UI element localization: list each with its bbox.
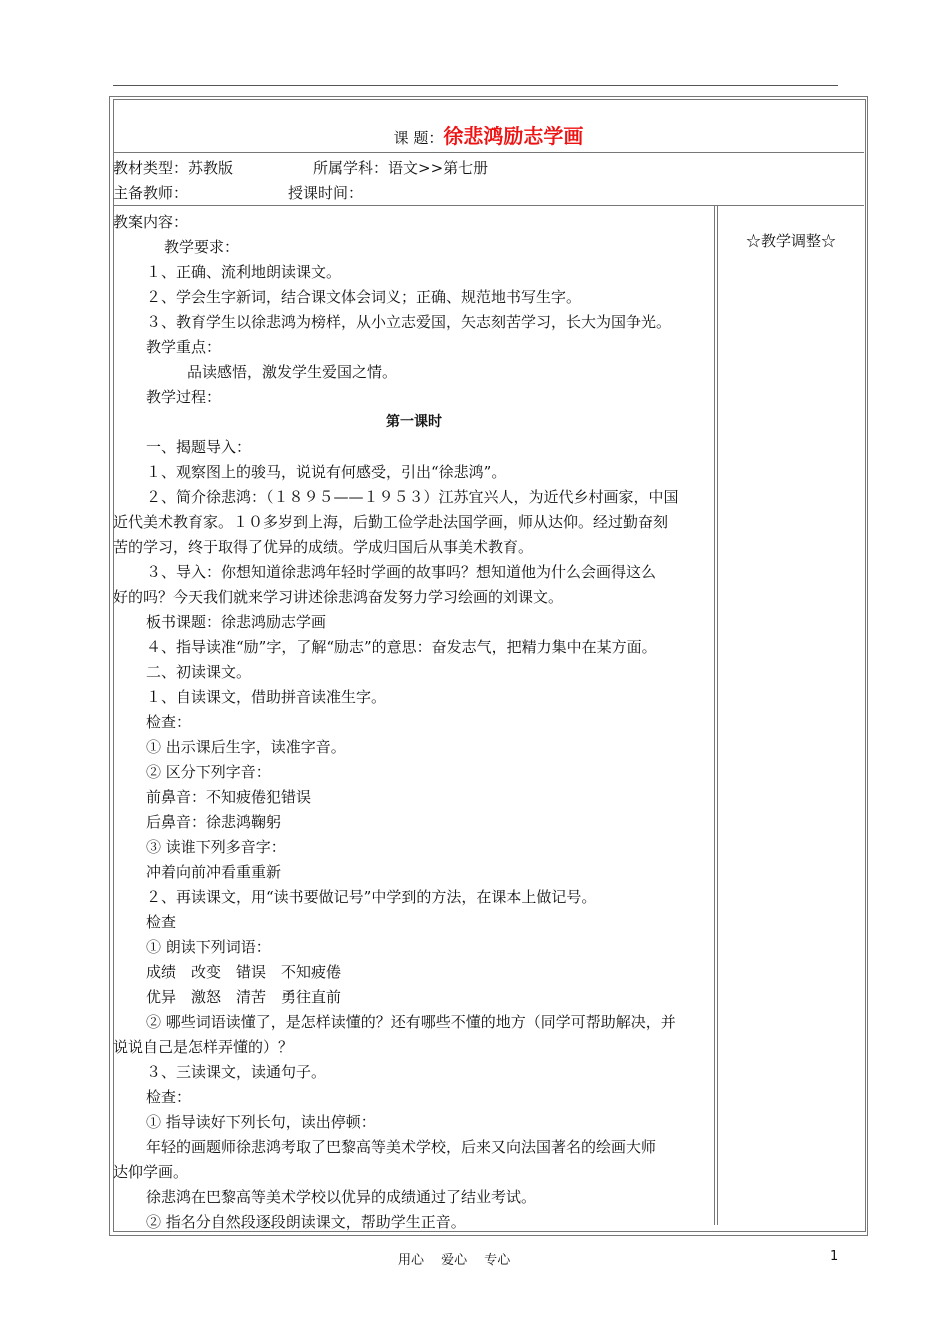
footer-motto: 用心 爱心 专心 <box>398 1253 511 1268</box>
content-line: 说说自己是怎样弄懂的）？ <box>113 1038 294 1056</box>
content-line: ② 区分下列字音： <box>146 763 271 781</box>
content-line: 苦的学习，终于取得了优异的成绩。学成归国后从事美术教育。 <box>113 538 534 556</box>
content-line: 教学要求： <box>164 238 240 256</box>
table-divider <box>113 205 864 206</box>
content-line: ２、再读课文，用“读书要做记号”中学到的方法，在课本上做记号。 <box>146 888 597 906</box>
content-line: ② 指名分自然段逐段朗读课文，帮助学生正音。 <box>146 1213 466 1231</box>
lesson-time: 授课时间： <box>288 184 364 202</box>
content-line: 近代美术教育家。１０多岁到上海，后勤工俭学赴法国学画，师从达仰。经过勤奋刻 <box>113 513 669 531</box>
content-line: 后鼻音：徐悲鸿鞠躬 <box>146 813 282 831</box>
content-line: 冲着向前冲看重重新 <box>146 863 282 881</box>
content-line: 成绩 改变 错误 不知疲倦 <box>146 963 342 981</box>
content-line: 前鼻音：不知疲倦犯错误 <box>146 788 312 806</box>
content-line: ③ 读谁下列多音字： <box>146 838 286 856</box>
content-line: ３、导入：你想知道徐悲鸿年轻时学画的故事吗？想知道他为什么会画得这么 <box>146 563 657 581</box>
column-divider <box>717 205 718 1225</box>
lesson-title-row <box>113 120 864 149</box>
content-line: ① 朗读下列词语： <box>146 938 271 956</box>
content-line: 教案内容： <box>113 213 189 231</box>
content-line: ３、三读课文，读通句子。 <box>146 1063 327 1081</box>
content-line: 好的吗？今天我们就来学习讲述徐悲鸿奋发努力学习绘画的刘课文。 <box>113 588 564 606</box>
content-line: 徐悲鸿在巴黎高等美术学校以优异的成绩通过了结业考试。 <box>146 1188 537 1206</box>
teacher: 主备教师： <box>113 184 189 202</box>
lesson-title: 徐悲鸿励志学画 <box>443 124 584 148</box>
content-line: 教学重点： <box>146 338 222 356</box>
content-line: ３、教育学生以徐悲鸿为榜样，从小立志爱国，矢志刻苦学习，长大为国争光。 <box>146 313 672 331</box>
table-divider <box>113 152 864 153</box>
content-line: １、自读课文，借助拼音读准生字。 <box>146 688 387 706</box>
content-line: 教学过程： <box>146 388 222 406</box>
teaching-adjustment-label: ☆教学调整☆ <box>745 232 836 250</box>
content-line: ② 哪些词语读懂了，是怎样读懂的？还有哪些不懂的地方（同学可帮助解决，并 <box>146 1013 676 1031</box>
content-line: ① 出示课后生字，读准字音。 <box>146 738 346 756</box>
content-line: 二、初读课文。 <box>146 663 252 681</box>
content-line: ４、指导读准“励”字，了解“励志”的意思：奋发志气，把精力集中在某方面。 <box>146 638 657 656</box>
content-line: １、观察图上的骏马，说说有何感受，引出“徐悲鸿”。 <box>146 463 507 481</box>
content-line: 检查： <box>146 1088 192 1106</box>
content-line: １、正确、流利地朗读课文。 <box>146 263 342 281</box>
title-prefix: 课 题： <box>393 129 444 147</box>
page-number: 1 <box>830 1249 839 1264</box>
subject: 所属学科：语文>>第七册 <box>313 159 489 177</box>
content-line: 优异 激怒 清苦 勇往直前 <box>146 988 342 1006</box>
section-heading: 第一课时 <box>386 414 442 430</box>
content-line: 检查 <box>146 913 177 931</box>
content-line: 达仰学画。 <box>113 1163 189 1181</box>
content-line: ２、简介徐悲鸿：（１８９５——１９５３）江苏宜兴人，为近代乡村画家，中国 <box>146 488 679 506</box>
content-line: 年轻的画题师徐悲鸿考取了巴黎高等美术学校，后来又向法国著名的绘画大师 <box>146 1138 657 1156</box>
lesson-content <box>113 210 715 1235</box>
content-line: ２、学会生字新词，结合课文体会词义；正确、规范地书写生字。 <box>146 288 582 306</box>
content-line: 检查： <box>146 713 192 731</box>
content-line: 品读感悟，激发学生爱国之情。 <box>187 363 398 381</box>
header-rule <box>113 85 838 86</box>
content-line: 一、揭题导入： <box>146 438 252 456</box>
content-line: ① 指导读好下列长句，读出停顿： <box>146 1113 376 1131</box>
content-line: 板书课题：徐悲鸿励志学画 <box>146 613 327 631</box>
textbook-type: 教材类型：苏教版 <box>113 159 234 177</box>
